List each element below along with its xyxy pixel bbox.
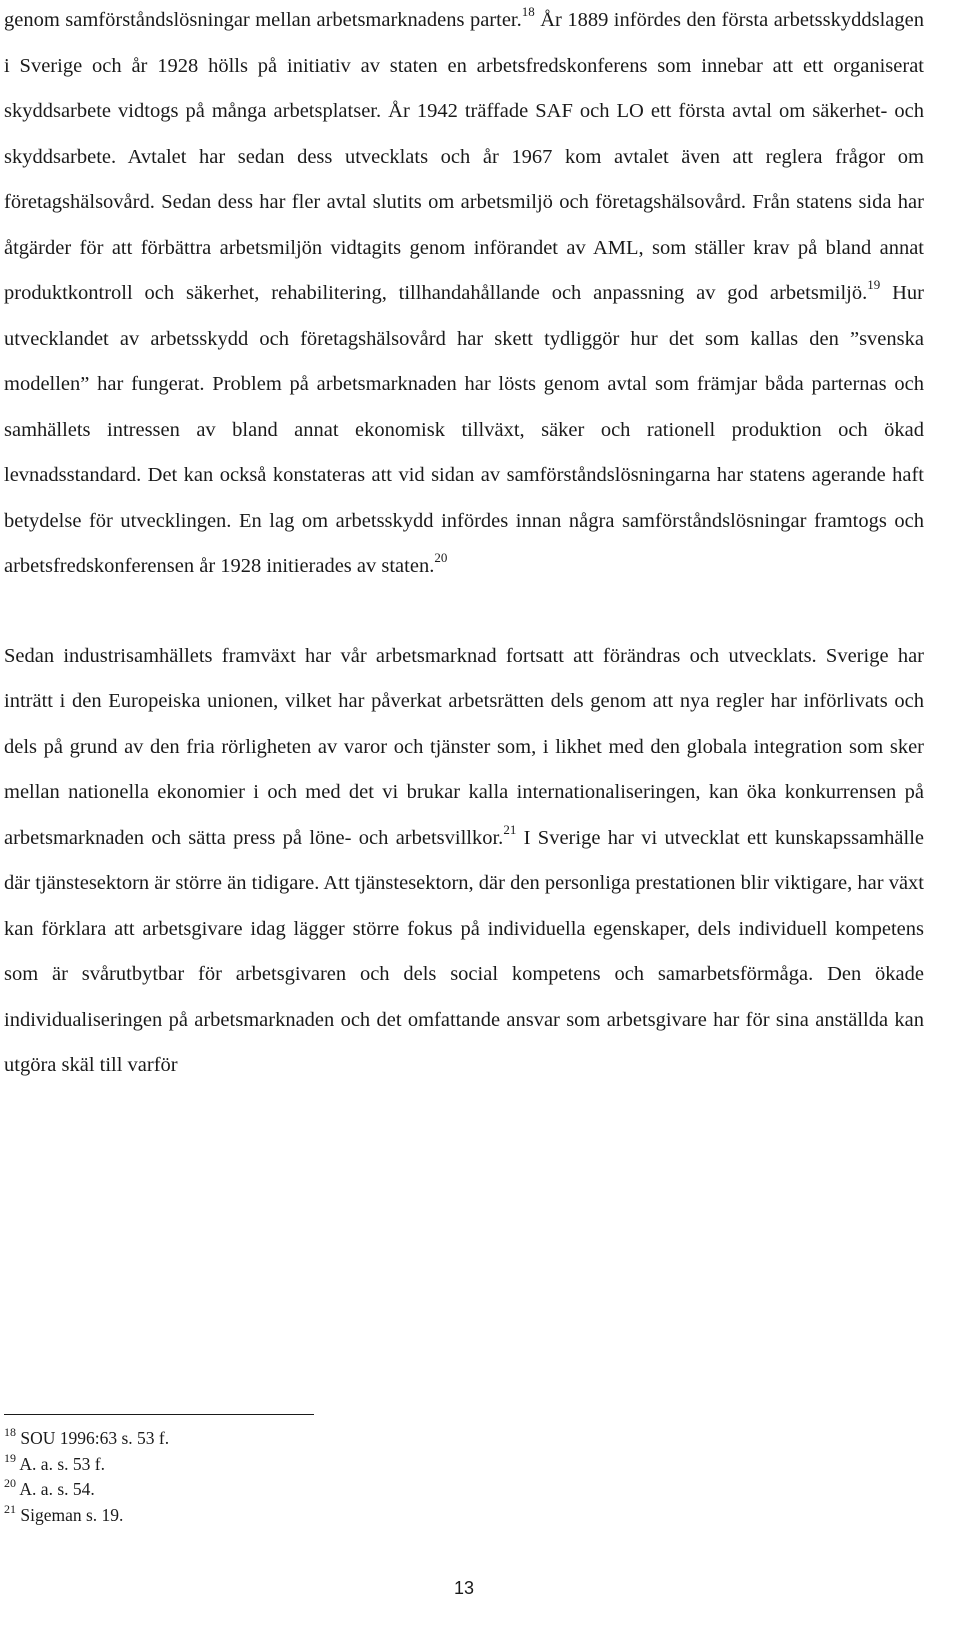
footnote-20 <box>4 1477 904 1503</box>
footnote-number: 21 <box>4 1501 16 1516</box>
footnote-19 <box>4 1452 904 1478</box>
footnote-text: A. a. s. 53 f. <box>16 1453 105 1474</box>
footnote-ref-19[interactable]: 19 <box>867 277 881 293</box>
paragraph-text: genom samförståndslösningar mellan arbetsmarknadens parter. <box>4 9 522 31</box>
footnote-ref-20[interactable]: 20 <box>434 550 448 566</box>
footnote-21 <box>4 1503 904 1529</box>
body-paragraph-1 <box>4 0 924 590</box>
paragraph-text: I Sverige har vi utvecklat ett kunskapssamhälle där tjänstesektorn är större än tidigare. Att tjänstesektorn, där den personliga prestationen blir viktigare, har växt kan förklara att arbetsgivare idag lägger större fokus på individuella egenskaper, dels individuell kompetens som är svårutbytbar för arbetsgivaren och dels social kompetens och samarbetsförmåga. Den ökade individualiseringen på arbetsmarknaden och det omfattande ansvar som arbetsgivare har för sina anställda kan utgöra skäl till varför <box>4 826 924 1076</box>
footnote-ref-18[interactable]: 18 <box>521 4 535 20</box>
page-number: 13 <box>453 1578 475 1598</box>
paragraph-text: Hur utvecklandet av arbetsskydd och företagshälsovård har skett tydliggör hur det som kallas den ”svenska modellen” har fungerat. Problem på arbetsmarknaden har lösts genom avtal som främjar båda parternas och samhällets intressen av bland annat ekonomisk tillväxt, säker och rationell produktion och ökad levnadsstandard. Det kan också konstateras att vid sidan av samförståndslösningarna har statens agerande haft betydelse för utvecklingen. En lag om arbetsskydd infördes innan några samförståndslösningar framtogs och arbetsfredskonferensen år 1928 initierades av staten. <box>4 282 924 577</box>
footnote-separator <box>4 1414 314 1415</box>
footnote-number: 18 <box>4 1425 16 1440</box>
footnote-text: SOU 1996:63 s. 53 f. <box>16 1428 170 1448</box>
paragraph-text: Sedan industrisamhällets framväxt har vår arbetsmarknad fortsatt att förändras och utvecklats. Sverige har inträtt i den Europeiska unionen, vilket har påverkat arbetsrätten dels genom att nya regler har införlivats och dels på grund av den fria rörligheten av varor och tjänster som, i likhet med den globala integration som sker mellan nationella ekonomier i och med det vi brukar kalla internationaliseringen, kan öka konkurrensen på arbetsmarknaden och sätta press på löne- och arbetsvillkor. <box>4 644 924 849</box>
paragraph-text: År 1889 infördes den första arbetsskyddslagen i Sverige och år 1928 hölls på initiativ av staten en arbetsfredskonferens som innebar att ett organiserat skyddsarbete vidtogs på många arbetsplatser. År 1942 träffade SAF och LO ett första avtal om säkerhet- och skyddsarbete. Avtalet har sedan dess utvecklats och år 1967 kom avtalet även att reglera frågor om företagshälsovård. Sedan dess har fler avtal slutits om arbetsmiljö och företagshälsovård. Från statens sida har åtgärder för att förbättra arbetsmiljön vidtagits genom införandet av AML, som ställer krav på bland annat produktkontroll och säkerhet, rehabilitering, tillhandahållande och anpassning av god arbetsmiljö. <box>4 9 924 304</box>
body-paragraph-2 <box>4 634 924 1089</box>
document-page <box>4 0 924 1089</box>
footnote-number: 19 <box>4 1450 16 1465</box>
footnotes <box>4 1426 904 1528</box>
footnote-text: A. a. s. 54. <box>16 1479 95 1499</box>
footnote-18 <box>4 1426 904 1452</box>
footnote-number: 20 <box>4 1476 16 1491</box>
footnote-ref-21[interactable]: 21 <box>503 821 517 837</box>
footnote-text: Sigeman s. 19. <box>16 1504 124 1525</box>
